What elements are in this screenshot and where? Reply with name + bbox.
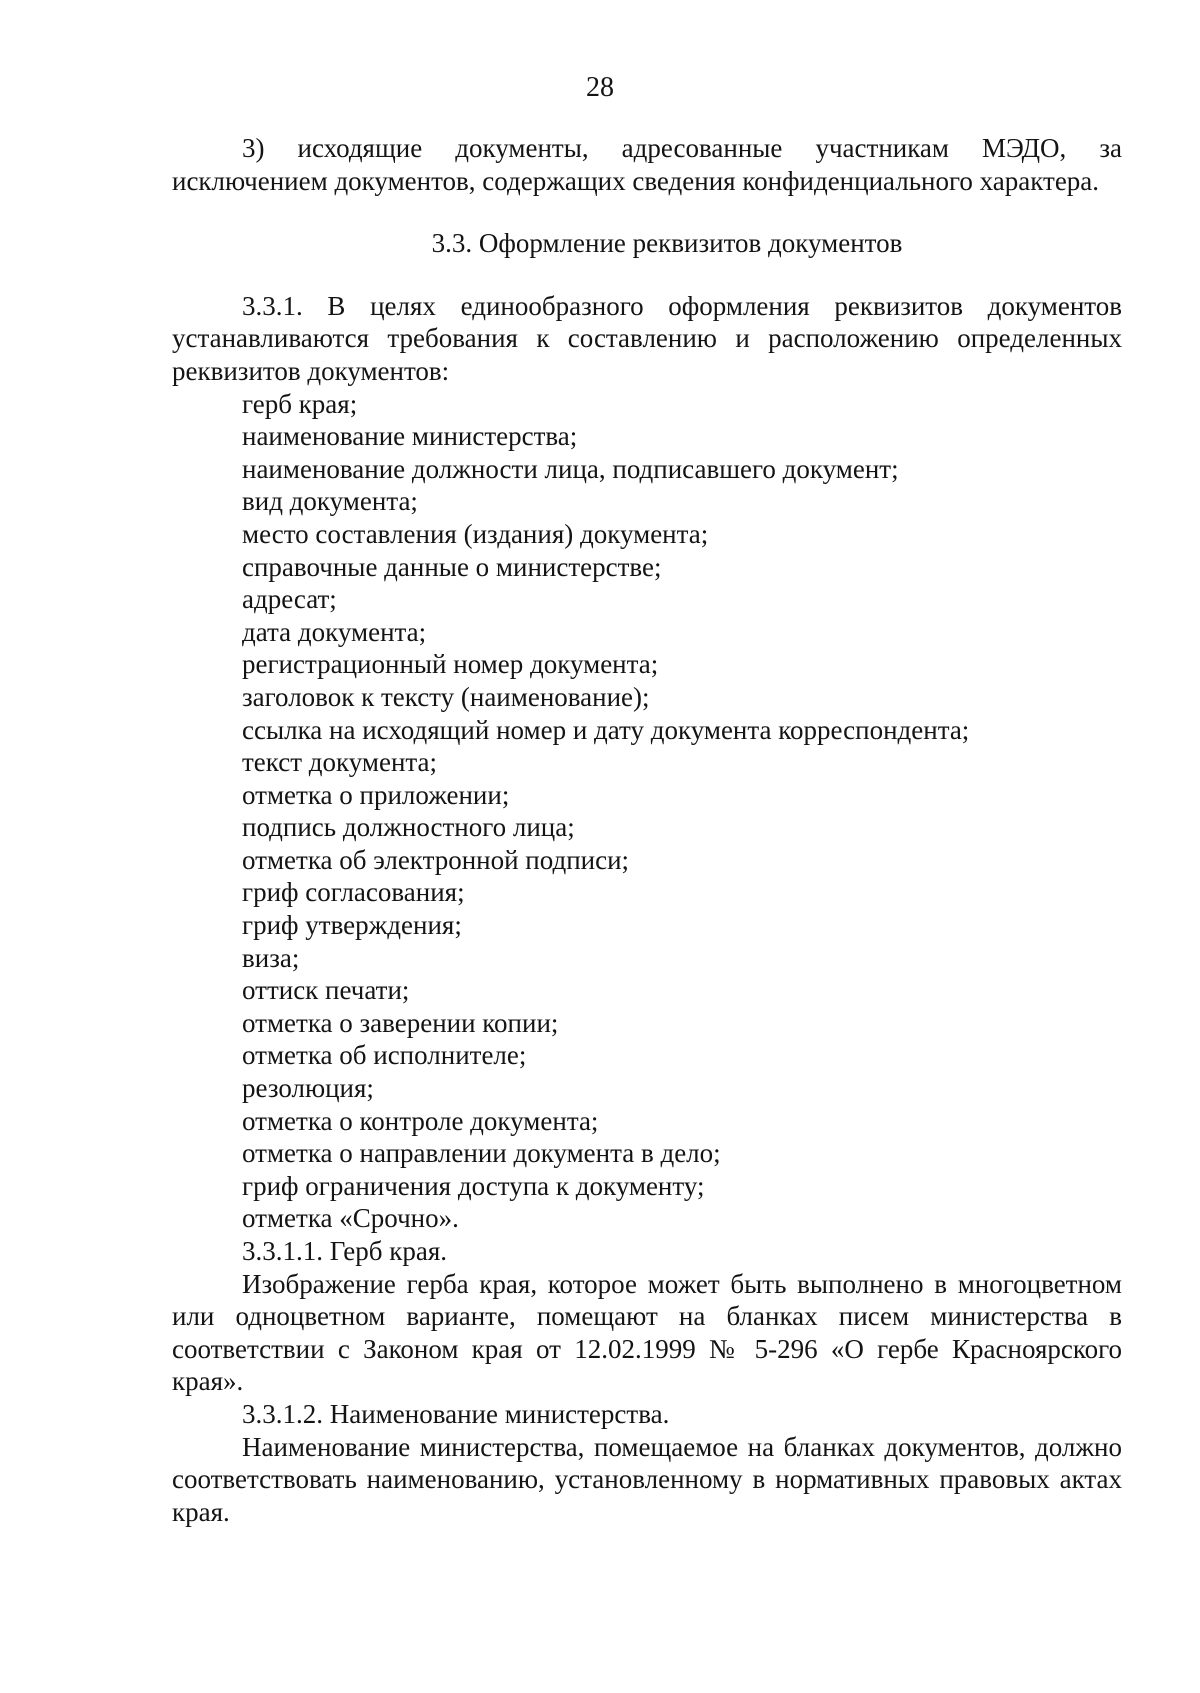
requisites-list xyxy=(172,388,1122,1235)
requisite-item: резолюция; xyxy=(242,1073,374,1104)
requisite-item: адресат; xyxy=(242,584,337,615)
requisite-item: гриф согласования; xyxy=(242,877,465,908)
requisite-item: отметка об электронной подписи; xyxy=(242,844,630,875)
requisite-item: наименование министерства; xyxy=(242,421,578,452)
requisite-item: гриф ограничения доступа к документу; xyxy=(242,1170,705,1201)
requisite-item: гриф утверждения; xyxy=(242,910,462,941)
requisite-item: заголовок к тексту (наименование); xyxy=(242,681,650,712)
requisite-item: наименование должности лица, подписавшего документ; xyxy=(242,453,899,484)
document-body xyxy=(172,132,1122,1528)
subsection-1-text: Изображение герба края, которое может быть выполнено в многоцветном или одноцветном варианте, помещают на бланках писем министерства в соответствии с Законом края от 12.02.1999 № 5-296 «О гербе Красноярского края». xyxy=(172,1268,1122,1397)
requisite-item: отметка о контроле документа; xyxy=(242,1105,599,1136)
requisite-item: герб края; xyxy=(242,388,358,419)
requisite-item: оттиск печати; xyxy=(242,975,410,1006)
subsection-2-title: 3.3.1.2. Наименование министерства. xyxy=(242,1398,670,1429)
section-intro-paragraph: 3.3.1. В целях единообразного оформления реквизитов документов устанавливаются требования к составлению и расположению определенных реквизитов документов: xyxy=(172,290,1122,386)
requisite-item: вид документа; xyxy=(242,486,418,517)
requisite-item: дата документа; xyxy=(242,616,427,647)
requisite-item: справочные данные о министерстве; xyxy=(242,551,662,582)
section-heading: 3.3. Оформление реквизитов документов xyxy=(431,228,903,259)
requisite-item: ссылка на исходящий номер и дату документа корреспондента; xyxy=(242,714,970,745)
intro-paragraph: 3) исходящие документы, адресованные участникам МЭДО, за исключением документов, содержащих сведения конфиденциального характера. xyxy=(172,133,1122,196)
requisite-item: регистрационный номер документа; xyxy=(242,649,659,680)
requisite-item: отметка о заверении копии; xyxy=(242,1007,559,1038)
requisite-item: отметка о направлении документа в дело; xyxy=(242,1138,721,1169)
subsection-1-title: 3.3.1.1. Герб края. xyxy=(242,1236,448,1266)
requisite-item: место составления (издания) документа; xyxy=(242,518,709,549)
subsection-2-text: Наименование министерства, помещаемое на бланках документов, должно соответствовать наименованию, установленному в нормативных правовых актах края. xyxy=(172,1431,1122,1527)
requisite-item: отметка о приложении; xyxy=(242,779,510,810)
page-number: 28 xyxy=(586,72,614,103)
requisite-item: отметка об исполнителе; xyxy=(242,1040,527,1071)
requisite-item: виза; xyxy=(242,942,300,973)
requisite-item: текст документа; xyxy=(242,747,438,778)
requisite-item: отметка «Срочно». xyxy=(242,1203,459,1234)
requisite-item: подпись должностного лица; xyxy=(242,812,575,843)
